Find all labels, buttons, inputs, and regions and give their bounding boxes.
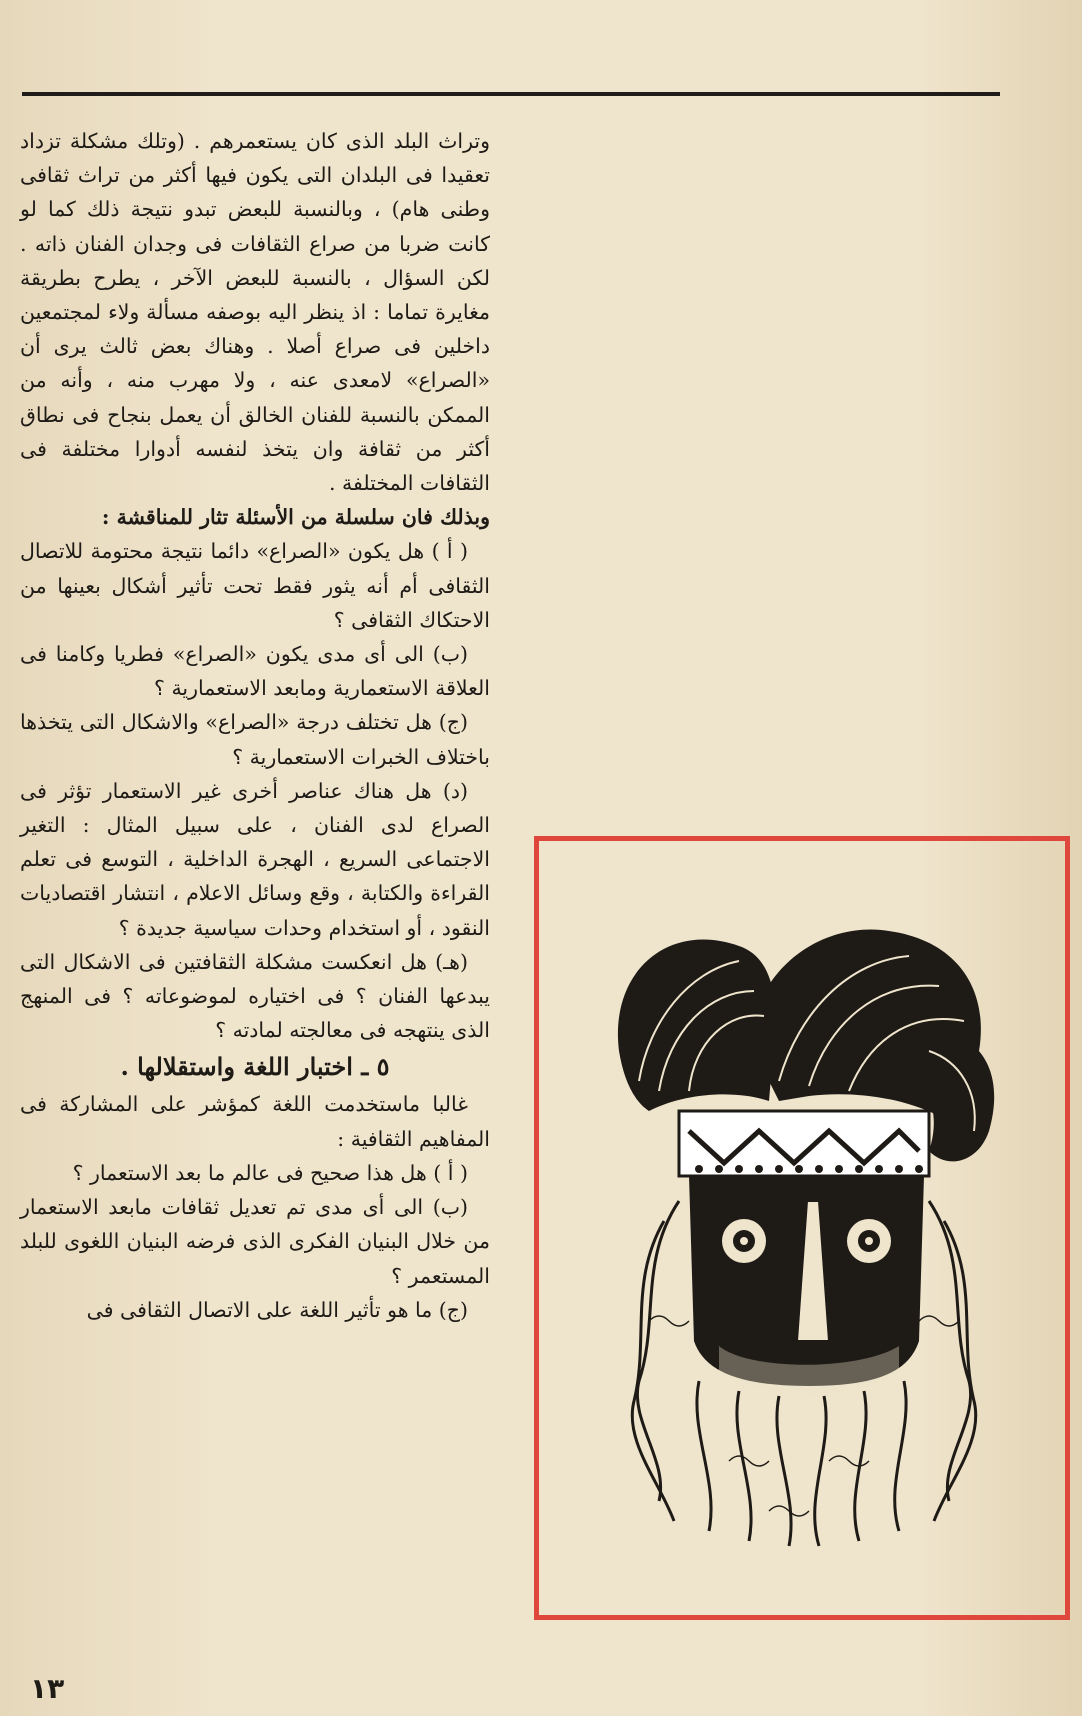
question-c: (ج) هل تختلف درجة «الصراع» والاشكال التى يتخذها باختلاف الخبرات الاستعمارية ؟ xyxy=(20,710,490,769)
question-a: ( أ ) هل يكون «الصراع» دائما نتيجة محتومة للاتصال الثقافى أم أنه يثور فقط تحت تأثير أشكال بعينها من الاحتكاك الثقافى ؟ xyxy=(20,539,490,632)
page-number: ١٣ xyxy=(30,1672,65,1705)
question-b: (ب) الى أى مدى يكون «الصراع» فطريا وكامنا فى العلاقة الاستعمارية ومابعد الاستعمارية ؟ xyxy=(20,642,490,701)
top-rule xyxy=(22,92,1000,96)
questions-lead: وبذلك فان سلسلة من الأسئلة تثار للمناقشة : xyxy=(101,505,490,530)
mask-face-illustration xyxy=(579,901,1019,1551)
question-2a: ( أ ) هل هذا صحيح فى عالم ما بعد الاستعمار ؟ xyxy=(72,1160,468,1185)
question-2b: (ب) الى أى مدى تم تعديل ثقافات مابعد الاستعمار من خلال البنيان الفكرى الذى فرضه البنيان اللغوى للبلد المستعمر ؟ xyxy=(20,1195,490,1288)
question-2c: (ج) ما هو تأثير اللغة على الاتصال الثقافى فى xyxy=(86,1297,468,1322)
paragraph: وتراث البلد الذى كان يستعمرهم . (وتلك مشكلة تزداد تعقيدا فى البلدان التى يكون فيها أكثر من تراث ثقافى وطنى هام) ، وبالنسبة للبعض تبدو نتيجة ذلك كما لو كانت ضربا من صراع الثقافات فى وجدان الفنان ذاته . لكن السؤال ، بالنسبة للبعض الآخر ، يطرح بطريقة مغايرة تماما : اذ ينظر اليه بوصفه مسألة ولاء لمجتمعين داخلين فى صراع أصلا . وهناك بعض ثالث يرى أن «الصراع» لامعدى عنه ، ولا مهرب منه ، وأنه من الممكن بالنسبة للفنان الخالق أن يعمل بنجاح فى نطاق أكثر من ثقافة وان يتخذ لنفسه أدوارا مختلفة فى الثقافات المختلفة . xyxy=(20,129,490,496)
question-e: (هـ) هل انعكست مشكلة الثقافتين فى الاشكال التى يبدعها الفنان ؟ فى اختياره لموضوعاته ؟ فى المنهج الذى ينتهجه فى معالجته لمادته ؟ xyxy=(20,949,490,1043)
section-heading: ٥ ـ اختبار اللغة واستقلالها . xyxy=(120,1052,390,1082)
section-intro: غالبا ماستخدمت اللغة كمؤشر على المشاركة فى المفاهيم الثقافية : xyxy=(20,1092,490,1151)
illustration-frame xyxy=(534,836,1070,1620)
article-text-column xyxy=(20,124,490,1327)
question-d: (د) هل هناك عناصر أخرى غير الاستعمار تؤثر فى الصراع لدى الفنان ، على سبيل المثال : التغير الاجتماعى السريع ، الهجرة الداخلية ، التوسع فى تعلم القراءة والكتابة ، وقع وسائل الاعلام ، انتشار اقتصاديات النقود ، أو استخدام وحدات سياسية جديدة ؟ xyxy=(20,778,490,940)
